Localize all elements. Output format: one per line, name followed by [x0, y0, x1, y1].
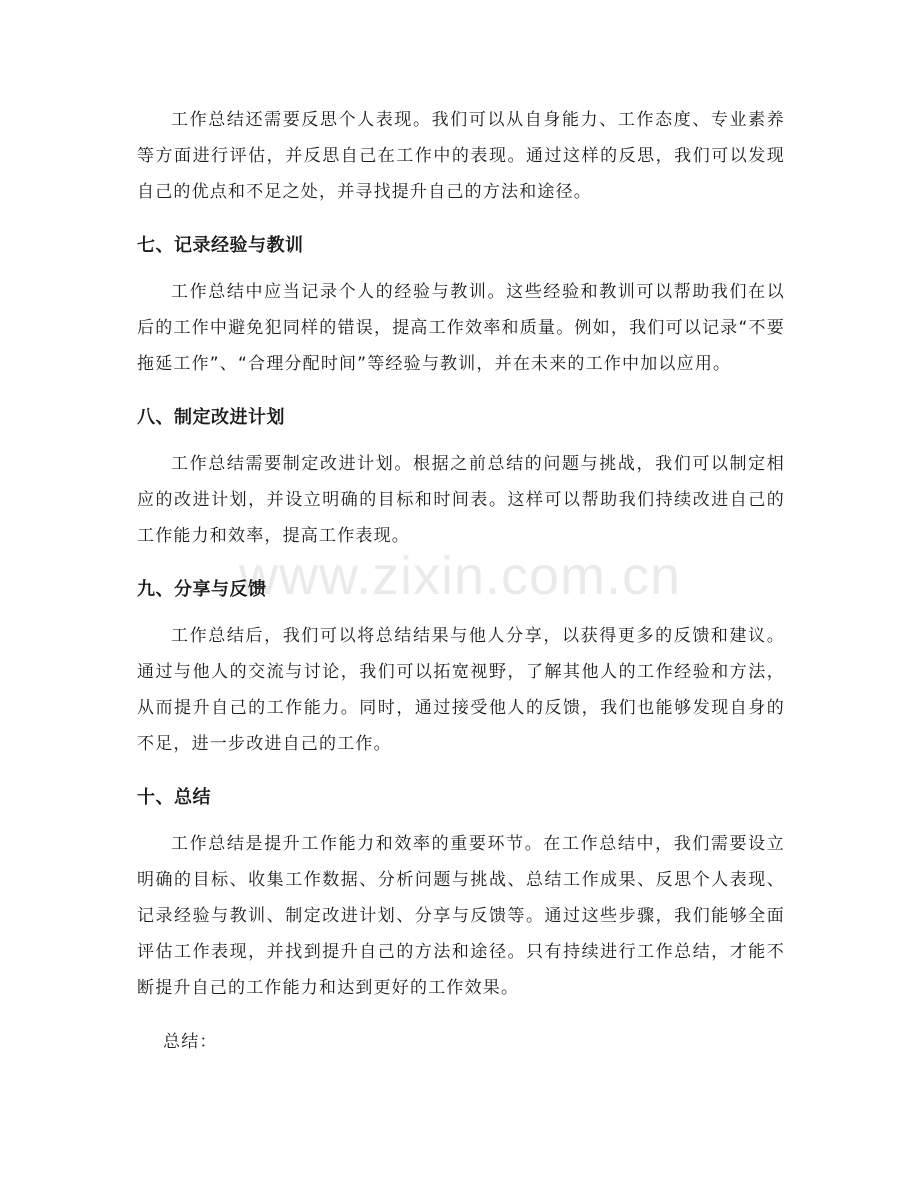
paragraph-record-lessons: 工作总结中应当记录个人的经验与教训。这些经验和教训可以帮助我们在以后的工作中避免犯同样的错误，提高工作效率和质量。例如，我们可以记录“不要拖延工作”、“合理分配时间”等经验与教训，并在未来的工作中加以应用。 — [137, 282, 785, 374]
section-heading-7: 七、记录经验与教训 — [137, 235, 304, 256]
section-heading-9: 九、分享与反馈 — [137, 579, 267, 600]
paragraph-conclusion: 工作总结是提升工作能力和效率的重要环节。在工作总结中，我们需要设立明确的目标、收集工作数据、分析问题与挑战、总结工作成果、反思个人表现、记录经验与教训、制定改进计划、分享与反馈等。通过这些步骤，我们能够全面评估工作表现，并找到提升自己的方法和途径。只有持续进行工作总结，才能不断提升自己的工作能力和达到更好的工作效果。 — [137, 834, 785, 998]
watermark: www.zixin.com.cn — [238, 546, 682, 606]
section-heading-10: 十、总结 — [137, 787, 211, 808]
paragraph-reflect-performance: 工作总结还需要反思个人表现。我们可以从自身能力、工作态度、专业素养等方面进行评估，并反思自己在工作中的表现。通过这样的反思，我们可以发现自己的优点和不足之处，并寻找提升自己的方法和途径。 — [137, 110, 785, 202]
closing-label: 总结： — [163, 1032, 218, 1052]
paragraph-share-feedback: 工作总结后，我们可以将总结结果与他人分享，以获得更多的反馈和建议。通过与他人的交流与讨论，我们可以拓宽视野，了解其他人的工作经验和方法，从而提升自己的工作能力。同时，通过接受他人的反馈，我们也能够发现自身的不足，进一步改进自己的工作。 — [137, 626, 785, 754]
section-heading-8: 八、制定改进计划 — [137, 407, 285, 428]
document-body — [137, 102, 785, 1060]
paragraph-improvement-plan: 工作总结需要制定改进计划。根据之前总结的问题与挑战，我们可以制定相应的改进计划，并设立明确的目标和时间表。这样可以帮助我们持续改进自己的工作能力和效率，提高工作表现。 — [137, 454, 785, 546]
